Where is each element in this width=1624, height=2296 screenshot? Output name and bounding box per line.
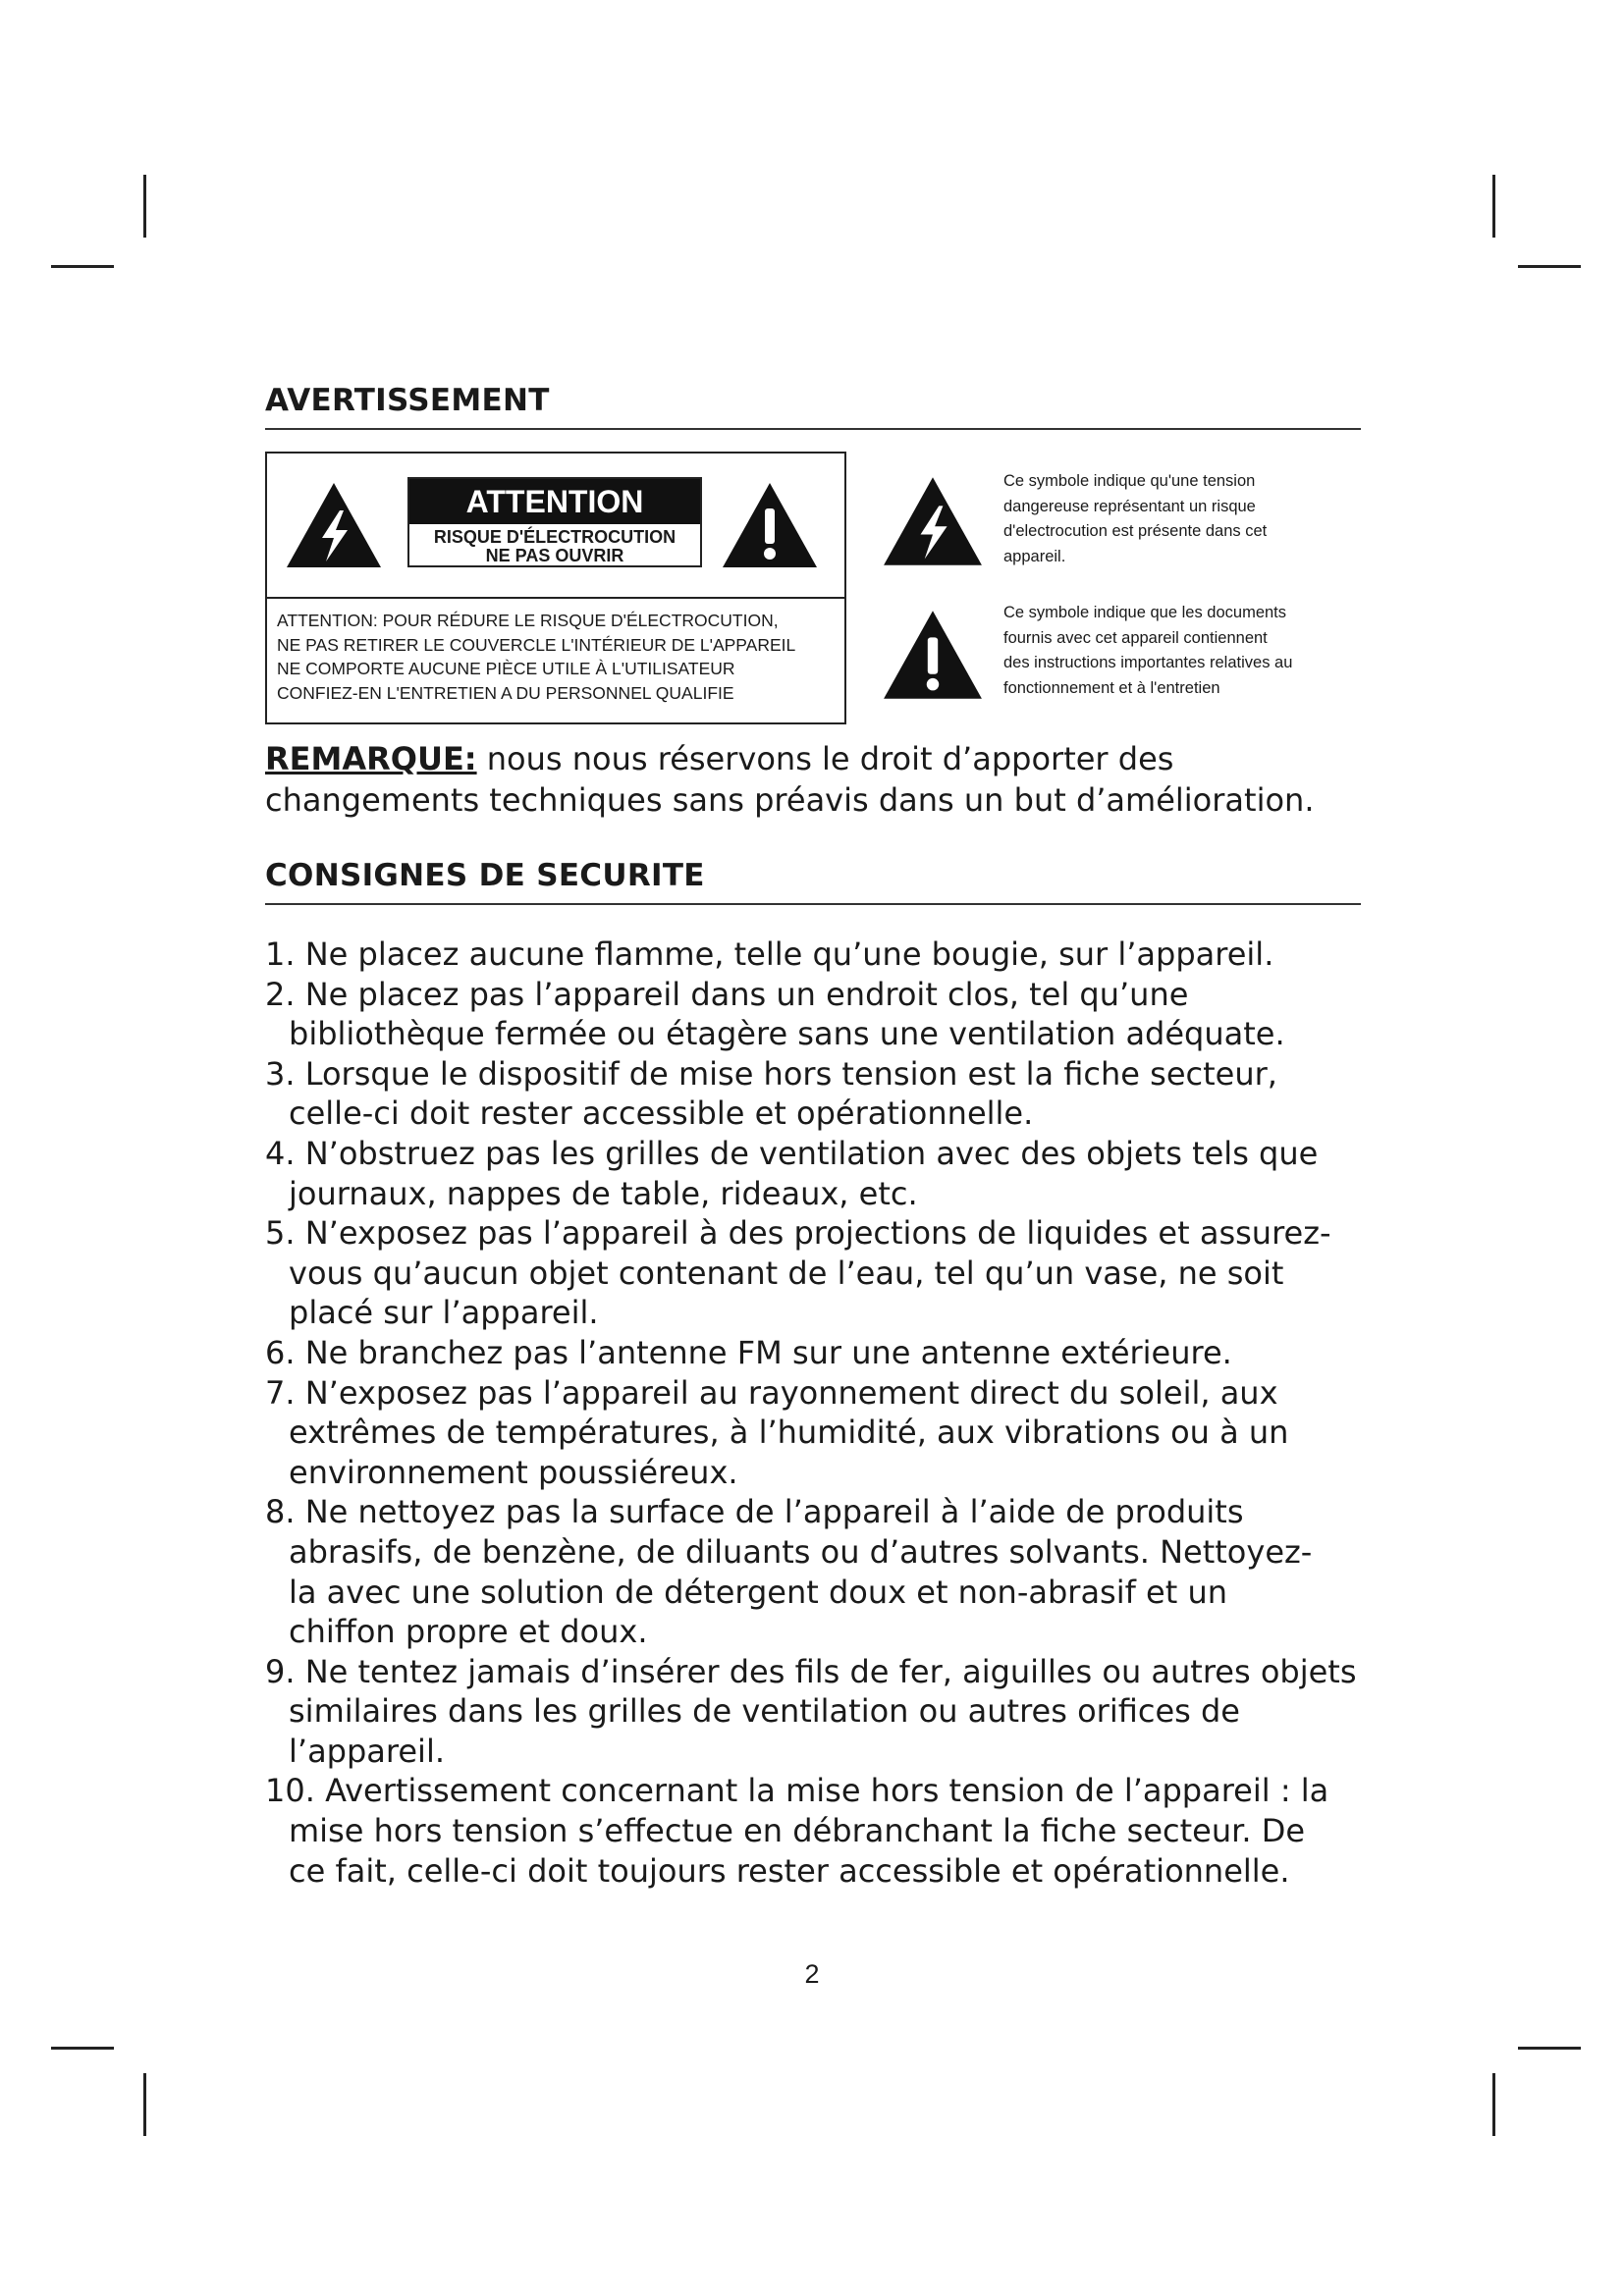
- safety-item-line: 6. Ne branchez pas l’antenne FM sur une antenne extérieure.: [265, 1333, 1232, 1371]
- safety-item: [265, 1134, 1357, 1213]
- warning-box: [265, 452, 846, 724]
- safety-item: [265, 1652, 1357, 1772]
- page-number: 2: [804, 1959, 820, 1989]
- crop-mark: [143, 2073, 146, 2136]
- symbol-text-line: fournis avec cet appareil contiennent: [1003, 628, 1268, 647]
- remark-text: nous nous réservons le droit d’apporter des: [476, 740, 1174, 777]
- do-not-open-line: NE PAS OUVRIR: [485, 546, 624, 565]
- remark-label: REMARQUE:: [265, 740, 477, 777]
- safety-item: [265, 1492, 1357, 1651]
- exclamation-warning-icon: [721, 481, 819, 569]
- crop-mark: [51, 265, 114, 268]
- warning-box-header: [267, 454, 844, 599]
- safety-instructions-list: [265, 934, 1357, 1891]
- safety-item: [265, 1771, 1357, 1891]
- safety-item-line: 10. Avertissement concernant la mise hors tension de l’appareil : la: [265, 1772, 1329, 1810]
- risk-line: RISQUE D'ÉLECTROCUTION: [433, 527, 677, 547]
- safety-item-line: 5. N’exposez pas l’appareil à des projections de liquides et assurez-: [265, 1214, 1331, 1253]
- warning-line: ATTENTION: POUR RÉDURE LE RISQUE D'ÉLECTROCUTION,: [277, 611, 779, 630]
- symbol-text-line: des instructions importantes relatives au: [1003, 654, 1293, 671]
- electric-shock-symbol-icon: [882, 475, 984, 567]
- attention-title: ATTENTION: [409, 479, 700, 524]
- safety-item-line: ce fait, celle-ci doit toujours rester accessible et opérationnelle.: [289, 1851, 1290, 1890]
- symbol-text-line: Ce symbole indique que les documents: [1003, 604, 1287, 621]
- exclamation-symbol-icon: [882, 609, 984, 701]
- heading-rule: [265, 428, 1361, 430]
- safety-item-line: vous qu’aucun objet contenant de l’eau, tel qu’un vase, ne soit: [289, 1254, 1284, 1292]
- safety-item-line: abrasifs, de benzène, de diluants ou d’autres solvants. Nettoyez-: [289, 1532, 1313, 1571]
- remark-paragraph: [265, 738, 1314, 821]
- safety-item-line: similaires dans les grilles de ventilation ou autres orifices de: [289, 1692, 1240, 1731]
- symbol-text-line: d'electrocution est présente dans cet: [1003, 522, 1268, 540]
- warning-line: NE PAS RETIRER LE COUVERCLE L'INTÉRIEUR DE L'APPAREIL: [277, 634, 796, 655]
- crop-mark: [51, 2047, 114, 2050]
- exclamation-symbol-description: [1003, 601, 1292, 701]
- consignes-heading: CONSIGNES DE SECURITE: [265, 858, 705, 893]
- remark-text: changements techniques sans préavis dans un but d’amélioration.: [265, 781, 1315, 819]
- safety-item-line: 9. Ne tentez jamais d’insérer des fils de fer, aiguilles ou autres objets: [265, 1652, 1357, 1690]
- symbol-text-line: Ce symbole indique qu'une tension: [1003, 472, 1256, 490]
- electric-shock-symbol-description: [1003, 469, 1267, 569]
- safety-item: [265, 934, 1357, 975]
- avertissement-heading: AVERTISSEMENT: [265, 383, 550, 418]
- crop-mark: [1518, 2047, 1581, 2050]
- safety-item-line: la avec une solution de détergent doux et non-abrasif et un: [289, 1573, 1228, 1611]
- crop-mark: [143, 175, 146, 238]
- safety-item-line: 1. Ne placez aucune flamme, telle qu’une bougie, sur l’appareil.: [265, 935, 1274, 973]
- heading-rule: [265, 903, 1361, 905]
- safety-item-line: l’appareil.: [289, 1732, 445, 1770]
- safety-item-line: celle-ci doit rester accessible et opérationnelle.: [289, 1095, 1034, 1133]
- safety-item-line: 8. Ne nettoyez pas la surface de l’appareil à l’aide de produits: [265, 1493, 1244, 1531]
- electric-shock-warning-icon: [285, 481, 383, 569]
- symbol-text-line: fonctionnement et à l'entretien: [1003, 678, 1220, 697]
- crop-mark: [1518, 265, 1581, 268]
- safety-item-line: 4. N’obstruez pas les grilles de ventilation avec des objets tels que: [265, 1134, 1319, 1172]
- safety-item-line: journaux, nappes de table, rideaux, etc.: [289, 1174, 918, 1212]
- warning-box-text: [277, 609, 795, 705]
- safety-item: [265, 1054, 1357, 1134]
- safety-item-line: bibliothèque fermée ou étagère sans une ventilation adéquate.: [289, 1015, 1285, 1053]
- safety-item: [265, 1333, 1357, 1373]
- safety-item-line: environnement poussiéreux.: [289, 1453, 738, 1491]
- safety-item-line: chiffon propre et doux.: [289, 1613, 648, 1651]
- safety-item-line: mise hors tension s’effectue en débranchant la fiche secteur. De: [289, 1812, 1306, 1850]
- safety-item: [265, 975, 1357, 1054]
- symbol-text-line: dangereuse représentant un risque: [1003, 497, 1256, 515]
- symbol-text-line: appareil.: [1003, 547, 1066, 565]
- safety-item-line: extrêmes de températures, à l’humidité, aux vibrations ou à un: [289, 1414, 1289, 1452]
- safety-item-line: placé sur l’appareil.: [289, 1294, 599, 1332]
- warning-line: NE COMPORTE AUCUNE PIÈCE UTILE À L'UTILISATEUR: [277, 659, 735, 678]
- safety-item-line: 2. Ne placez pas l’appareil dans un endroit clos, tel qu’une: [265, 975, 1189, 1013]
- safety-item-line: 3. Lorsque le dispositif de mise hors tension est la fiche secteur,: [265, 1054, 1277, 1093]
- safety-item: [265, 1213, 1357, 1333]
- crop-mark: [1492, 2073, 1495, 2136]
- crop-mark: [1492, 175, 1495, 238]
- warning-line: CONFIEZ-EN L'ENTRETIEN A DU PERSONNEL QUALIFIE: [277, 682, 734, 703]
- safety-item: [265, 1373, 1357, 1493]
- safety-item-line: 7. N’exposez pas l’appareil au rayonnement direct du soleil, aux: [265, 1373, 1278, 1412]
- attention-label: [407, 477, 702, 567]
